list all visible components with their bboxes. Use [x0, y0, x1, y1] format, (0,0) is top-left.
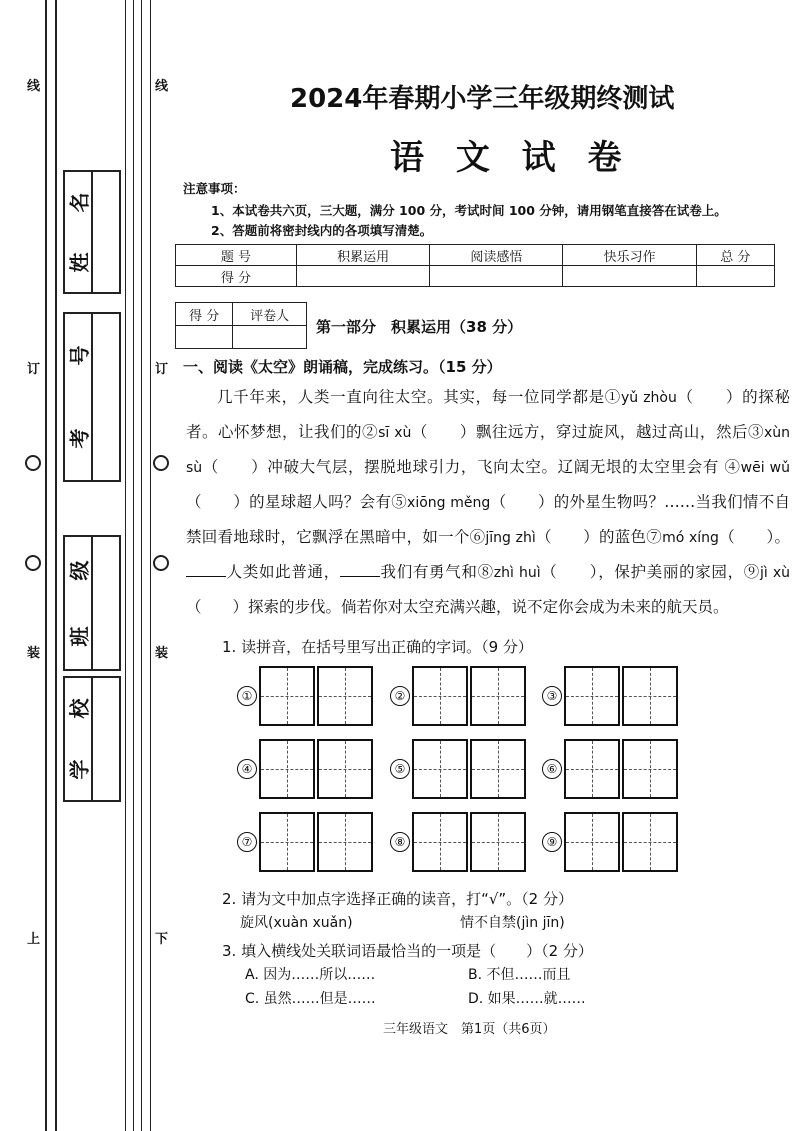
- score-row-label: 得 分: [176, 266, 297, 287]
- option-d[interactable]: D. 如果……就……: [468, 991, 586, 1007]
- table-row: [176, 266, 775, 287]
- grader-table: [175, 302, 307, 349]
- passage-text: （ ）。: [718, 528, 790, 546]
- school-field[interactable]: [63, 676, 121, 802]
- pinyin: xiōng měng: [407, 495, 491, 511]
- table-row: [176, 303, 307, 326]
- passage-text: （ ），保护美丽的家园，⑨: [540, 563, 760, 581]
- answer-grid-4: [237, 739, 375, 799]
- writing-cell[interactable]: [470, 666, 526, 726]
- field-label: 校: [67, 698, 92, 719]
- writing-cell[interactable]: [259, 739, 315, 799]
- name-write-slot[interactable]: [91, 172, 119, 292]
- field-label: 班: [67, 626, 92, 646]
- pinyin: xùn sù: [186, 425, 790, 476]
- binding-line-inner: [150, 0, 151, 1131]
- notes-item: 2、答题前将密封线内的各项填写清楚。: [211, 223, 433, 238]
- binding-line-4: [141, 0, 142, 1131]
- field-label: 姓: [67, 252, 92, 272]
- passage-text: （ ）飘往远方，穿过旋风，越过高山，然后③: [411, 423, 764, 441]
- score-header: 总 分: [696, 245, 774, 266]
- writing-cell[interactable]: [564, 666, 620, 726]
- subquestion-2: 2. 请为文中加点字选择正确的读音，打“√”。（2 分）: [222, 890, 573, 908]
- field-label: 学: [67, 759, 92, 780]
- fill-blank[interactable]: [340, 576, 380, 577]
- table-row: [176, 326, 307, 349]
- binding-line-2: [125, 0, 126, 1131]
- answer-grid-1: [237, 666, 375, 726]
- writing-cell[interactable]: [564, 812, 620, 872]
- grader-score-label: 得 分: [176, 303, 233, 326]
- passage-text: 几千年来，人类一直向往太空。其实，每一位同学都是①: [217, 388, 621, 406]
- binding-line-1: [55, 0, 57, 1131]
- passage-text: （ ）冲破大气层，摆脱地球引力，飞向太空。辽阔无垠的太空里会有 ④: [202, 458, 741, 476]
- seal-label-outer-2: 订: [27, 362, 41, 377]
- answer-grid-6: [542, 739, 680, 799]
- passage-text: （ ）的探秘者。心怀梦想，让我们的②: [186, 388, 790, 441]
- writing-cell[interactable]: [470, 812, 526, 872]
- seal-label-outer-1: 线: [27, 79, 41, 94]
- score-table: [175, 244, 775, 287]
- writing-cell[interactable]: [317, 812, 373, 872]
- exam-title: 2024年春期小学三年级期终测试: [290, 84, 675, 114]
- binding-line-outer: [45, 0, 47, 1131]
- page-footer: 三年级语文 第1页（共6页）: [383, 1022, 556, 1037]
- grid-number: ①: [237, 686, 257, 706]
- class-field[interactable]: [63, 535, 121, 671]
- grid-number: ⑤: [390, 759, 410, 779]
- seal-label-inner-3: 装: [155, 646, 169, 661]
- writing-cell[interactable]: [317, 739, 373, 799]
- pinyin: wēi wǔ: [740, 460, 790, 476]
- seal-label-inner-2: 订: [155, 362, 169, 377]
- grid-number: ⑦: [237, 832, 257, 852]
- score-cell[interactable]: [297, 266, 430, 287]
- subquestion-3: 3. 填入横线处关联词语最恰当的一项是（ ）（2 分）: [222, 942, 593, 960]
- grid-number: ⑥: [542, 759, 562, 779]
- field-label: 名: [67, 192, 92, 212]
- answer-grid-5: [390, 739, 528, 799]
- writing-cell[interactable]: [317, 666, 373, 726]
- pinyin: yǔ zhòu: [620, 390, 677, 406]
- passage-text: 人类如此普通，: [226, 563, 340, 581]
- option-b[interactable]: B. 不但……而且: [468, 967, 571, 983]
- answer-grid-8: [390, 812, 528, 872]
- reading-passage: [186, 380, 790, 624]
- seal-circle: [153, 555, 169, 571]
- seal-label-outer-4: 上: [27, 932, 41, 947]
- field-label: 号: [67, 345, 92, 366]
- writing-cell[interactable]: [412, 739, 468, 799]
- pinyin: jīng zhì: [485, 530, 536, 546]
- table-row: [176, 245, 775, 266]
- writing-cell[interactable]: [470, 739, 526, 799]
- question1-title: 一、阅读《太空》朗诵稿，完成练习。（15 分）: [183, 358, 502, 376]
- pinyin: sī xù: [378, 425, 412, 441]
- writing-cell[interactable]: [622, 812, 678, 872]
- writing-cell[interactable]: [259, 812, 315, 872]
- subquestion-1: 1. 读拼音，在括号里写出正确的字词。（9 分）: [222, 638, 533, 656]
- part1-title: 第一部分 积累运用（38 分）: [316, 318, 523, 336]
- pinyin: zhì huì: [493, 565, 541, 581]
- pronunciation-choice[interactable]: 旋风(xuàn xuǎn): [240, 915, 353, 931]
- grid-number: ②: [390, 686, 410, 706]
- field-label: 考: [67, 428, 92, 449]
- pinyin: jì xù: [759, 565, 790, 581]
- writing-cell[interactable]: [564, 739, 620, 799]
- notes-item: 1、本试卷共六页，三大题，满分 100 分，考试时间 100 分钟，请用钢笔直接答在试卷上。: [211, 203, 727, 218]
- exam-subject: 语 文 试 卷: [390, 138, 632, 178]
- answer-grid-9: [542, 812, 680, 872]
- grader-label: 评卷人: [233, 303, 307, 326]
- grid-number: ⑧: [390, 832, 410, 852]
- name-field[interactable]: [63, 170, 121, 294]
- answer-grid-2: [390, 666, 528, 726]
- option-c[interactable]: C. 虽然……但是……: [245, 991, 376, 1007]
- writing-cell[interactable]: [622, 666, 678, 726]
- grader-name-cell[interactable]: [233, 326, 307, 349]
- exam-number-field[interactable]: [63, 312, 121, 482]
- score-cell[interactable]: [696, 266, 774, 287]
- seal-label-outer-3: 装: [27, 646, 41, 661]
- passage-text: 我们有勇气和⑧: [379, 563, 494, 581]
- pinyin: mó xíng: [662, 530, 719, 546]
- pronunciation-choice[interactable]: 情不自禁(jìn jīn): [460, 915, 565, 931]
- writing-cell[interactable]: [412, 812, 468, 872]
- passage-text: （ ）探索的步伐。倘若你对太空充满兴趣，说不定你会成为未来的航天员。: [186, 598, 729, 616]
- seal-label-inner-4: 下: [155, 932, 169, 947]
- score-header: 快乐习作: [563, 245, 696, 266]
- writing-cell[interactable]: [412, 666, 468, 726]
- passage-text: （ ）的蓝色⑦: [535, 528, 663, 546]
- seal-circle: [153, 455, 169, 471]
- seal-circle: [25, 455, 41, 471]
- seal-label-inner-1: 线: [155, 79, 169, 94]
- class-write-slot[interactable]: [91, 537, 119, 669]
- field-label: 级: [67, 560, 92, 580]
- grader-score-cell[interactable]: [176, 326, 233, 349]
- score-cell[interactable]: [430, 266, 563, 287]
- seal-circle: [25, 555, 41, 571]
- exam-number-write-slot[interactable]: [91, 314, 119, 480]
- score-header: 题 号: [176, 245, 297, 266]
- grid-number: ⑨: [542, 832, 562, 852]
- score-header: 阅读感悟: [430, 245, 563, 266]
- notes-heading: 注意事项：: [183, 181, 246, 196]
- answer-grid-3: [542, 666, 680, 726]
- grid-number: ③: [542, 686, 562, 706]
- option-a[interactable]: A. 因为……所以……: [245, 967, 376, 983]
- passage-text: （ ）的外星生物吗？……当我们情不自禁回看地球时，它飘浮在黑暗中，如一个⑥: [186, 493, 790, 546]
- writing-cell[interactable]: [622, 739, 678, 799]
- answer-grid-7: [237, 812, 375, 872]
- score-header: 积累运用: [297, 245, 430, 266]
- notes: [183, 178, 727, 242]
- writing-cell[interactable]: [259, 666, 315, 726]
- grid-number: ④: [237, 759, 257, 779]
- binding-line-3: [133, 0, 134, 1131]
- fill-blank[interactable]: [186, 576, 226, 577]
- school-write-slot[interactable]: [91, 678, 119, 800]
- passage-text: （ ）的星球超人吗？会有⑤: [186, 493, 408, 511]
- score-cell[interactable]: [563, 266, 696, 287]
